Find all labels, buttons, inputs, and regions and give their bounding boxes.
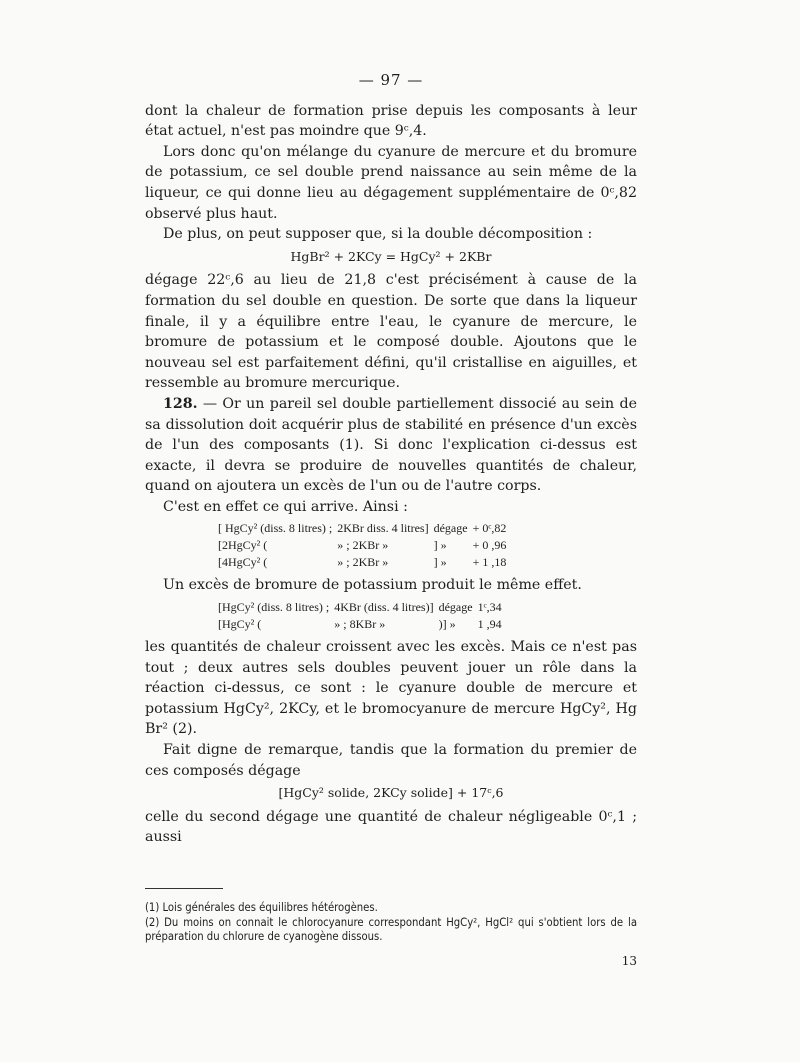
paragraph-2: Lors donc qu'on mélange du cyanure de mercure et du bromure de potassium, ce sel double prend naissance au sein même de la liqueur, ce qui donne lieu au dégagement supplémentaire de 0ᶜ,82 observé plus haut. bbox=[145, 143, 637, 222]
formula-double-cyanide: [HgCy² solide, 2KCy solide] + 17ᶜ,6 bbox=[278, 785, 504, 801]
paragraph-6: C'est en effet ce qui arrive. Ainsi : bbox=[163, 498, 408, 515]
table-cell: dégage bbox=[438, 600, 473, 615]
table-cell: dégage bbox=[433, 521, 468, 536]
table-cell: 4KBr (diss. 4 litres)] bbox=[334, 600, 434, 615]
paragraph-5 bbox=[145, 394, 637, 497]
table-cell: [4HgCy² ( bbox=[218, 555, 268, 570]
reaction-table-2 bbox=[218, 599, 507, 633]
footnote-divider bbox=[145, 888, 223, 889]
paragraph-4: dégage 22ᶜ,6 au lieu de 21,8 c'est précisément à cause de la formation du sel double en question. De sorte que dans la liqueur finale, il y a équilibre entre l'eau, le cyanure de mercure, le bromure de potassium et le composé double. Ajoutons que le nouveau sel est parfaitement défini, qu'il cristallise en aiguilles, et ressemble au bromure mercurique. bbox=[145, 272, 637, 392]
table-row bbox=[218, 554, 511, 571]
paragraph-9: Fait digne de remarque, tandis que la formation du premier de ces composés dégage bbox=[145, 742, 637, 779]
page-number: — 97 — bbox=[358, 71, 424, 89]
table-row bbox=[218, 599, 507, 616]
table-row bbox=[218, 520, 511, 537]
table-cell: [HgCy² (diss. 8 litres) ; bbox=[218, 600, 330, 615]
formula-double-decomposition: HgBr² + 2KCy = HgCy² + 2KBr bbox=[290, 248, 492, 264]
table-row bbox=[218, 616, 507, 633]
table-cell: + 0ᶜ,82 bbox=[472, 521, 507, 536]
table-cell: [2HgCy² ( bbox=[218, 538, 268, 553]
reaction-table-1 bbox=[218, 520, 511, 571]
paragraph-5-text: — Or un pareil sel double partiellement dissocié au sein de sa dissolution doit acquérir plus de stabilité en présence d'un excès de l'un des composants (1). Si donc l'explication ci-dessus est exacte, il devra se produire de nouvelles quantités de chaleur, quand on ajoutera un excès de l'un ou de l'autre corps. bbox=[145, 395, 637, 495]
table-cell: [HgCy² ( bbox=[218, 617, 262, 632]
table-cell: + 1 ,18 bbox=[472, 555, 507, 570]
table-cell: 1 ,94 bbox=[477, 617, 502, 632]
section-number: 128. bbox=[163, 395, 198, 412]
table-cell: + 0 ,96 bbox=[472, 538, 507, 553]
table-cell: 1ᶜ,34 bbox=[477, 600, 502, 615]
table-cell: )] » bbox=[438, 617, 456, 632]
table-cell: 2KBr diss. 4 litres] bbox=[337, 521, 429, 536]
paragraph-1: dont la chaleur de formation prise depuis les composants à leur état actuel, n'est pas moindre que 9ᶜ,4. bbox=[145, 102, 637, 140]
paragraph-10: celle du second dégage une quantité de chaleur négligeable 0ᶜ,1 ; aussi bbox=[145, 808, 637, 846]
table-cell: ] » bbox=[433, 538, 447, 553]
table-cell: » ; 2KBr » bbox=[337, 538, 389, 553]
signature-mark: 13 bbox=[621, 953, 637, 968]
footnote-1: (1) Lois générales des équilibres hétérogènes. bbox=[145, 901, 378, 914]
document-page bbox=[145, 70, 637, 971]
footnote-2: (2) Du moins on connait le chlorocyanure correspondant HgCy², HgCl² qui s'obtient lors de la préparation du chlorure de cyanogène dissous. bbox=[145, 915, 637, 943]
table-row bbox=[218, 537, 511, 554]
table-cell: » ; 2KBr » bbox=[337, 555, 389, 570]
table-cell: ] » bbox=[433, 555, 447, 570]
table-cell: [ HgCy² (diss. 8 litres) ; bbox=[218, 521, 333, 536]
table-cell: » ; 8KBr » bbox=[334, 617, 386, 632]
paragraph-7: Un excès de bromure de potassium produit le même effet. bbox=[163, 577, 582, 594]
paragraph-3: De plus, on peut supposer que, si la double décomposition : bbox=[163, 226, 593, 243]
paragraph-8: les quantités de chaleur croissent avec les excès. Mais ce n'est pas tout ; deux autres sels doubles peuvent jouer un rôle dans la réaction ci-dessus, ce sont : le cyanure double de mercure et potassium HgCy², 2KCy, et le bromocyanure de mercure HgCy², Hg Br² (2). bbox=[145, 639, 637, 738]
